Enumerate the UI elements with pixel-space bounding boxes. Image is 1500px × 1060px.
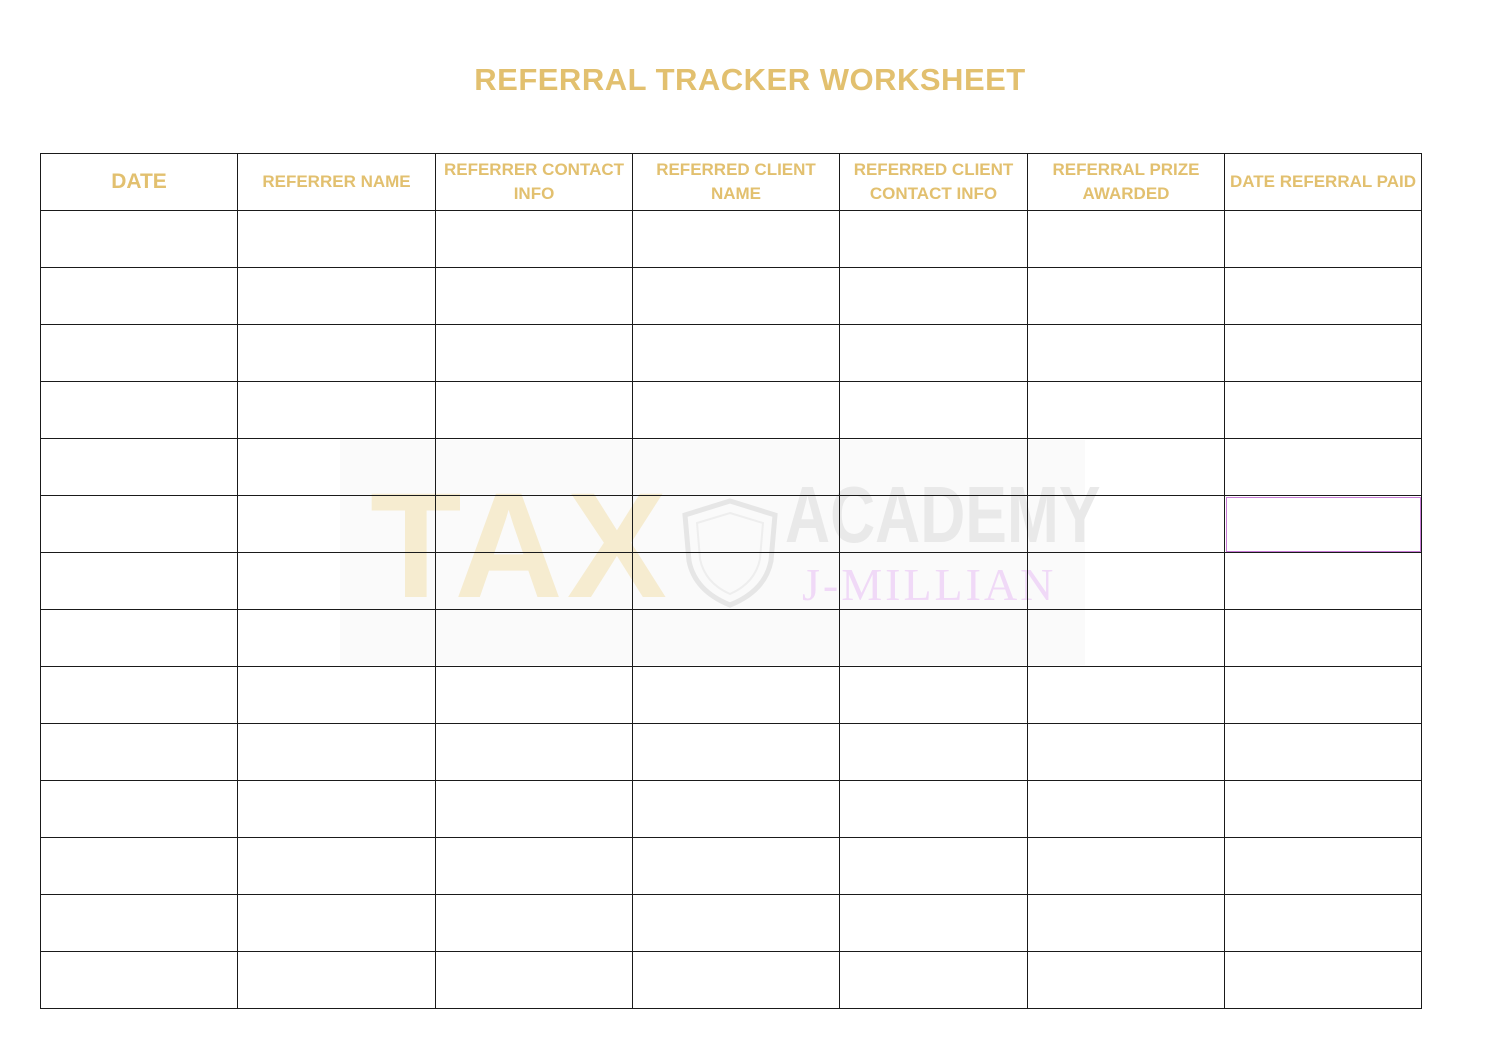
table-cell[interactable] bbox=[1028, 496, 1225, 553]
table-cell[interactable] bbox=[1225, 439, 1422, 496]
table-cell[interactable] bbox=[840, 439, 1028, 496]
table-cell[interactable] bbox=[238, 895, 436, 952]
table-cell[interactable] bbox=[840, 781, 1028, 838]
table-row bbox=[41, 382, 1422, 439]
table-cell[interactable] bbox=[840, 268, 1028, 325]
referral-table bbox=[40, 153, 1422, 1009]
worksheet-title: REFERRAL TRACKER WORKSHEET bbox=[474, 62, 1026, 97]
table-cell[interactable] bbox=[633, 724, 840, 781]
table-row bbox=[41, 211, 1422, 268]
table-cell[interactable] bbox=[436, 724, 633, 781]
table-cell[interactable] bbox=[633, 496, 840, 553]
table-cell[interactable] bbox=[1225, 268, 1422, 325]
table-cell-selected[interactable] bbox=[1225, 496, 1422, 553]
table-cell[interactable] bbox=[436, 838, 633, 895]
table-cell[interactable] bbox=[41, 724, 238, 781]
table-cell[interactable] bbox=[436, 268, 633, 325]
table-cell[interactable] bbox=[633, 382, 840, 439]
table-cell[interactable] bbox=[238, 439, 436, 496]
column-header-referred-client-name: REFERRED CLIENT NAME bbox=[633, 154, 840, 211]
table-row bbox=[41, 610, 1422, 667]
table-cell[interactable] bbox=[436, 211, 633, 268]
table-cell[interactable] bbox=[633, 268, 840, 325]
table-cell[interactable] bbox=[1028, 895, 1225, 952]
table-cell[interactable] bbox=[1028, 211, 1225, 268]
table-cell[interactable] bbox=[436, 325, 633, 382]
table-cell[interactable] bbox=[840, 667, 1028, 724]
table-cell[interactable] bbox=[41, 439, 238, 496]
table-cell[interactable] bbox=[41, 838, 238, 895]
table-cell[interactable] bbox=[840, 838, 1028, 895]
table-cell[interactable] bbox=[238, 211, 436, 268]
table-row bbox=[41, 838, 1422, 895]
watermark-academy-text: ACADEMY bbox=[785, 470, 1101, 559]
table-cell[interactable] bbox=[633, 553, 840, 610]
table-cell[interactable] bbox=[633, 610, 840, 667]
table-cell[interactable] bbox=[238, 667, 436, 724]
table-row bbox=[41, 325, 1422, 382]
table-cell[interactable] bbox=[840, 211, 1028, 268]
table-row bbox=[41, 439, 1422, 496]
table-cell[interactable] bbox=[41, 325, 238, 382]
table-cell[interactable] bbox=[633, 895, 840, 952]
table-cell[interactable] bbox=[41, 553, 238, 610]
table-row bbox=[41, 724, 1422, 781]
table-cell[interactable] bbox=[1028, 268, 1225, 325]
table-cell[interactable] bbox=[238, 325, 436, 382]
table-cell[interactable] bbox=[840, 952, 1028, 1009]
watermark-tax-text: TAX bbox=[370, 461, 671, 629]
table-cell[interactable] bbox=[238, 952, 436, 1009]
table-cell[interactable] bbox=[1225, 667, 1422, 724]
table-cell[interactable] bbox=[633, 952, 840, 1009]
table-row bbox=[41, 781, 1422, 838]
table-cell[interactable] bbox=[633, 667, 840, 724]
table-cell[interactable] bbox=[1225, 382, 1422, 439]
table-cell[interactable] bbox=[840, 610, 1028, 667]
table-cell[interactable] bbox=[1225, 553, 1422, 610]
table-cell[interactable] bbox=[1028, 952, 1225, 1009]
table-body bbox=[41, 211, 1422, 1009]
table-cell[interactable] bbox=[1028, 382, 1225, 439]
table-row bbox=[41, 268, 1422, 325]
table-cell[interactable] bbox=[41, 610, 238, 667]
table-cell[interactable] bbox=[238, 610, 436, 667]
table-cell[interactable] bbox=[1028, 667, 1225, 724]
table-cell[interactable] bbox=[840, 553, 1028, 610]
table-cell[interactable] bbox=[41, 952, 238, 1009]
table-row bbox=[41, 553, 1422, 610]
table-cell[interactable] bbox=[41, 382, 238, 439]
table-cell[interactable] bbox=[238, 781, 436, 838]
table-cell[interactable] bbox=[1225, 724, 1422, 781]
table-cell[interactable] bbox=[41, 268, 238, 325]
table-cell[interactable] bbox=[41, 496, 238, 553]
column-header-referred-client-contact-info: REFERRED CLIENT CONTACT INFO bbox=[840, 154, 1028, 211]
table-cell[interactable] bbox=[41, 211, 238, 268]
table-cell[interactable] bbox=[1028, 325, 1225, 382]
column-header-referrer-contact-info: REFERRER CONTACT INFO bbox=[436, 154, 633, 211]
table-cell[interactable] bbox=[238, 382, 436, 439]
column-header-referral-prize-awarded: REFERRAL PRIZE AWARDED bbox=[1028, 154, 1225, 211]
table-cell[interactable] bbox=[436, 895, 633, 952]
table-row bbox=[41, 895, 1422, 952]
table-cell[interactable] bbox=[436, 553, 633, 610]
table-cell[interactable] bbox=[1225, 211, 1422, 268]
table-cell[interactable] bbox=[238, 496, 436, 553]
table-row bbox=[41, 496, 1422, 553]
table-row bbox=[41, 667, 1422, 724]
table-cell[interactable] bbox=[1225, 838, 1422, 895]
table-cell[interactable] bbox=[238, 724, 436, 781]
watermark-subtitle-text: J-MILLIAN bbox=[802, 559, 1057, 610]
table-cell[interactable] bbox=[41, 781, 238, 838]
table-cell[interactable] bbox=[238, 268, 436, 325]
table-cell[interactable] bbox=[1028, 838, 1225, 895]
column-header-date-referral-paid: DATE REFERRAL PAID bbox=[1225, 154, 1422, 211]
table-cell[interactable] bbox=[238, 553, 436, 610]
table-cell[interactable] bbox=[1028, 610, 1225, 667]
table-cell[interactable] bbox=[41, 895, 238, 952]
table-cell[interactable] bbox=[840, 496, 1028, 553]
table-cell[interactable] bbox=[1225, 325, 1422, 382]
table-cell[interactable] bbox=[1225, 952, 1422, 1009]
table-cell[interactable] bbox=[238, 838, 436, 895]
table-cell[interactable] bbox=[633, 439, 840, 496]
table-cell[interactable] bbox=[840, 895, 1028, 952]
table-cell[interactable] bbox=[436, 496, 633, 553]
table-cell[interactable] bbox=[436, 781, 633, 838]
table-cell[interactable] bbox=[1028, 724, 1225, 781]
table-cell[interactable] bbox=[840, 325, 1028, 382]
column-header-date: DATE bbox=[41, 154, 238, 211]
table-cell[interactable] bbox=[840, 724, 1028, 781]
table-cell[interactable] bbox=[840, 382, 1028, 439]
column-header-referrer-name: REFERRER NAME bbox=[238, 154, 436, 211]
table-cell[interactable] bbox=[633, 838, 840, 895]
table-row bbox=[41, 952, 1422, 1009]
table-cell[interactable] bbox=[1028, 439, 1225, 496]
table-cell[interactable] bbox=[436, 610, 633, 667]
table-cell[interactable] bbox=[633, 325, 840, 382]
table-cell[interactable] bbox=[1225, 610, 1422, 667]
table-cell[interactable] bbox=[1028, 781, 1225, 838]
table-cell[interactable] bbox=[633, 781, 840, 838]
table-cell[interactable] bbox=[41, 667, 238, 724]
table-cell[interactable] bbox=[1028, 553, 1225, 610]
table-cell[interactable] bbox=[1225, 781, 1422, 838]
table-cell[interactable] bbox=[436, 667, 633, 724]
header-row bbox=[41, 154, 1422, 211]
table-cell[interactable] bbox=[1225, 895, 1422, 952]
table-cell[interactable] bbox=[436, 439, 633, 496]
table-cell[interactable] bbox=[436, 382, 633, 439]
table-cell[interactable] bbox=[436, 952, 633, 1009]
table-cell[interactable] bbox=[633, 211, 840, 268]
